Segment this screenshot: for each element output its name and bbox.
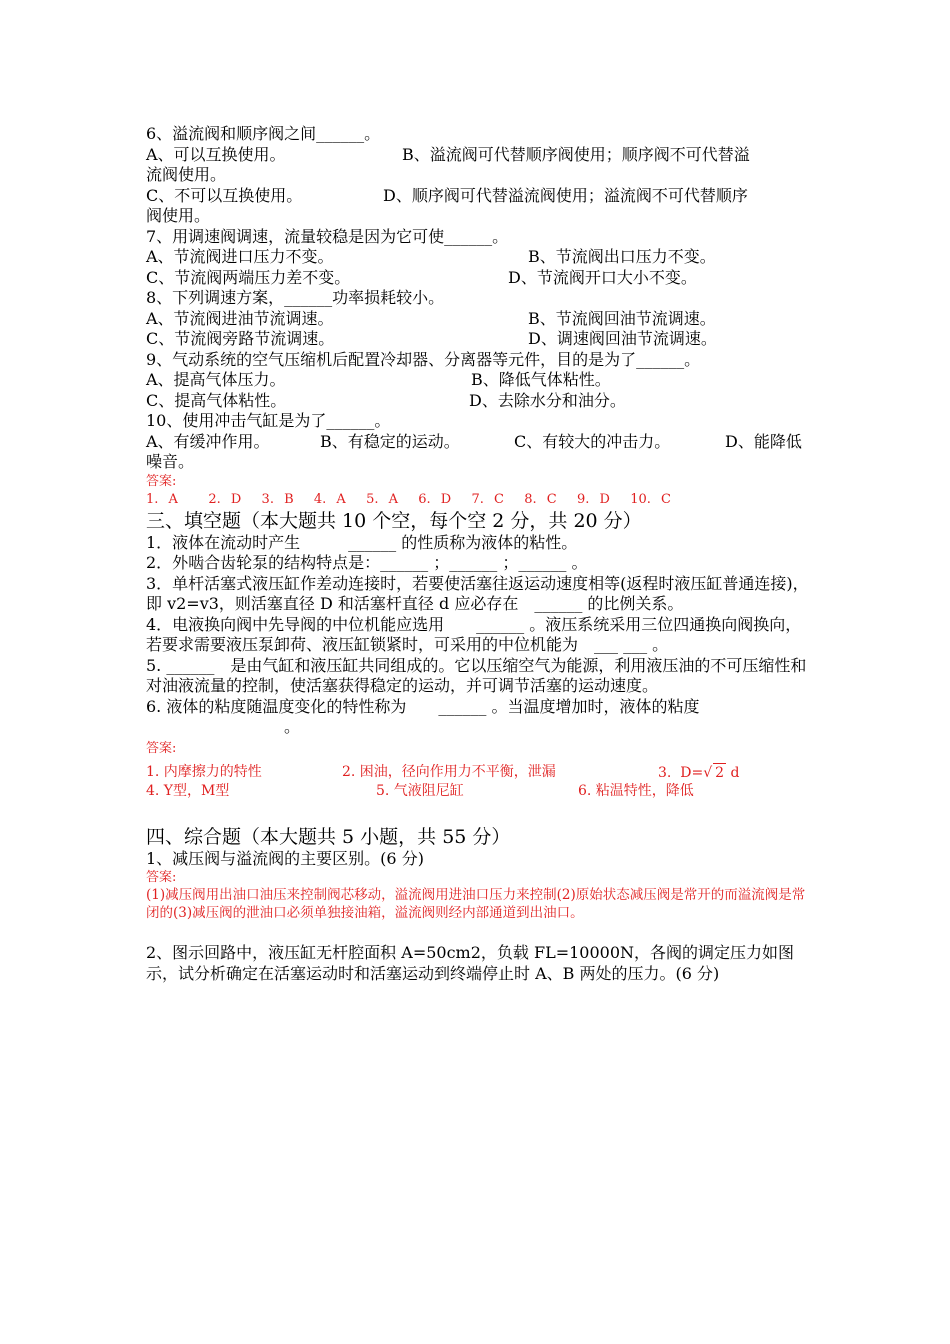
question-6-options-cd — [146, 186, 811, 207]
question-9-option-a: A、提高气体压力。 — [146, 370, 286, 389]
question-7-options-cd — [146, 268, 811, 289]
fill-question-1: 1．液体在流动时产生 ______ 的性质称为液体的粘性。 — [146, 532, 578, 552]
question-7-option-c: C、节流阀两端压力差不变。 — [146, 267, 351, 287]
comprehensive-answer-1: (1)减压阀用出油口油压来控制阀芯移动，溢流阀用进油口压力来控制(2)原始状态减压阀是常开的而溢流阀是常闭的(3)减压阀的泄油口必须单独接油箱，溢流阀则经内部通道到出油口。 — [146, 887, 806, 921]
fill-answer-2: 2. 困油，径向作用力不平衡，泄漏 — [342, 763, 556, 780]
comprehensive-question-1: 1、减压阀与溢流阀的主要区别。(6 分) — [146, 848, 424, 868]
section-4-heading: 四、综合题（本大题共 5 小题，共 55 分） — [146, 825, 511, 848]
question-10-option-b: B、有稳定的运动。 — [320, 431, 460, 451]
fill-question-4: 4．电液换向阀中先导阀的中位机能应选用 ______ 。液压系统采用三位四通换向阀换向，若要求需要液压泵卸荷、液压缸锁紧时，可采用的中位机能为 ___ ___ 。 — [146, 614, 802, 654]
question-10-option-c: C、有较大的冲击力。 — [514, 431, 671, 451]
question-8-options-ab — [146, 309, 811, 330]
fill-question-2: 2．外啮合齿轮泵的结构特点是：______ ；______ ；______ 。 — [146, 553, 588, 572]
question-8-stem: 8、下列调速方案，______功率损耗较小。 — [146, 288, 445, 307]
fill-answer-5: 5. 气液阻尼缸 — [376, 782, 464, 799]
question-6-option-b: B、溢流阀可代替顺序阀使用；顺序阀不可代替溢 — [402, 144, 750, 164]
question-9-options-cd — [146, 391, 811, 412]
comprehensive-answer-label: 答案: — [146, 870, 177, 885]
fill-question-6-end: 。 — [284, 717, 301, 736]
fill-answer-6: 6. 粘温特性，降低 — [578, 782, 694, 799]
fill-answers-row-1 — [146, 763, 811, 782]
question-6-stem: 6、溢流阀和顺序阀之间______。 — [146, 124, 381, 143]
question-6-option-d-continued: 阀使用。 — [146, 206, 211, 225]
question-6-option-a: A、可以互换使用。 — [146, 144, 286, 164]
question-9-option-b: B、降低气体粘性。 — [471, 370, 611, 389]
fill-answer-1: 1. 内摩擦力的特性 — [146, 763, 262, 780]
fill-answer-4: 4. Y型，M型 — [146, 782, 230, 799]
fill-answers-row-2 — [146, 782, 811, 801]
fill-answer-3: 3. D=√ 2 d — [658, 764, 740, 781]
question-9-options-ab — [146, 370, 811, 391]
fill-answer-3-root: 2 — [715, 764, 725, 781]
question-6-options-ab — [146, 145, 811, 166]
question-8-option-a: A、节流阀进油节流调速。 — [146, 308, 334, 328]
question-6-option-c: C、不可以互换使用。 — [146, 185, 303, 205]
fill-answer-label: 答案: — [146, 740, 177, 756]
question-9-option-c: C、提高气体粘性。 — [146, 390, 287, 410]
fill-question-5: 5. ______ 是由气缸和液压缸共同组成的。它以压缩空气为能源，利用液压油的不可压缩性和对油液流量的控制，使活塞获得稳定的运动，并可调节活塞的运动速度。 — [146, 655, 807, 695]
section-3-heading: 三、填空题（本大题共 10 个空，每个空 2 分，共 20 分） — [146, 509, 642, 532]
question-10-stem: 10、使用冲击气缸是为了______。 — [146, 411, 391, 430]
comprehensive-question-2: 2、图示回路中，液压缸无杆腔面积 A=50cm2，负载 FL=10000N，各阀的调定压力如图示，试分析确定在活塞运动时和活塞运动到终端停止时 A、B 两处的压力。(6 分) — [146, 943, 795, 983]
question-6-option-d: D、顺序阀可代替溢流阀使用；溢流阀不可代替顺序 — [383, 185, 748, 205]
document-page — [146, 124, 811, 984]
question-6-option-b-continued: 流阀使用。 — [146, 165, 227, 184]
question-9-option-d: D、去除水分和油分。 — [469, 390, 626, 410]
question-7-option-a: A、节流阀进口压力不变。 — [146, 247, 334, 266]
question-8-option-d: D、调速阀回油节流调速。 — [528, 329, 717, 348]
question-8-options-cd — [146, 329, 811, 350]
fill-answer-3-tail: d — [730, 764, 740, 781]
answer-label: 答案: — [146, 473, 177, 489]
fill-question-3: 3．单杆活塞式液压缸作差动连接时，若要使活塞往返运动速度相等(返程时液压缸普通连接)，即 v2=v3，则活塞直径 D 和活塞杆直径 d 应必存在 ______ 的比例关系。 — [146, 573, 809, 613]
question-10-option-a: A、有缓冲作用。 — [146, 431, 270, 451]
question-7-option-b: B、节流阀出口压力不变。 — [528, 247, 716, 266]
question-7-stem: 7、用调速阀调速，流量较稳是因为它可使______。 — [146, 226, 509, 246]
fill-answer-3-number: 3. — [658, 764, 672, 781]
question-10-option-d-continued: 噪音。 — [146, 452, 195, 471]
question-7-option-d: D、节流阀开口大小不变。 — [508, 267, 697, 287]
fill-answer-3-expression: D= — [680, 764, 704, 781]
question-10-option-d: D、能降低 — [725, 431, 802, 451]
question-8-option-c: C、节流阀旁路节流调速。 — [146, 329, 335, 348]
question-7-options-ab — [146, 247, 811, 268]
fill-question-6: 6. 液体的粘度随温度变化的特性称为 ______ 。当温度增加时，液体的粘度 — [146, 696, 700, 716]
question-10-options — [146, 432, 811, 453]
multiple-choice-answers: 1. A 2. D 3. B 4. A 5. A 6. D 7. C 8. C 9. D 10. C — [146, 491, 671, 507]
question-8-option-b: B、节流阀回油节流调速。 — [528, 308, 716, 328]
question-9-stem: 9、气动系统的空气压缩机后配置冷却器、分离器等元件，目的是为了______。 — [146, 349, 701, 369]
